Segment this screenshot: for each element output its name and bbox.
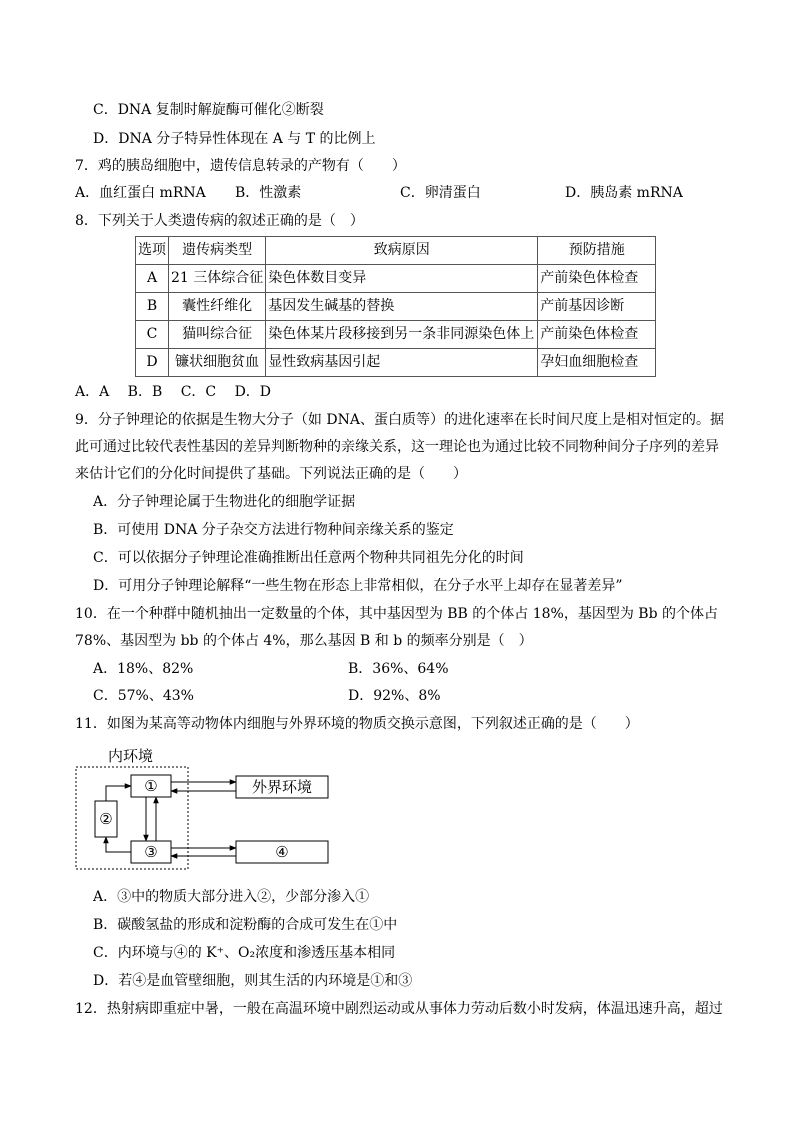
inner-environment-label: 内环境 [108,747,154,765]
arrow-2-to-1 [106,786,131,801]
q10-option-b: B．36%、64% [348,661,449,677]
table-header-cell: 致病原因 [266,237,538,265]
table-cell: 囊性纤维化 [169,293,266,321]
arrow-3-to-2 [106,837,131,852]
q11-option-c: C．内环境与④的 K⁺、O₂浓度和渗透压基本相同 [93,945,396,961]
body-fluid-exchange-diagram [75,745,335,875]
q11-option-a: A．③中的物质大部分进入②，少部分渗入① [93,889,370,905]
q7-option-a: A．血红蛋白 mRNA [75,185,206,201]
q9-stem-line3: 来估计它们的分化时间提供了基础。下列说法正确的是（ ） [75,466,467,482]
table-cell: D [136,349,169,377]
q8-stem: 8．下列关于人类遗传病的叙述正确的是（ ） [75,213,364,229]
table-cell: A [136,265,169,293]
table-row [136,293,656,321]
q8-answer-options: A．A B．B C．C D．D [75,384,272,400]
table-cell: 镰状细胞贫血 [169,349,266,377]
table-cell: C [136,321,169,349]
box-1-label: ① [144,777,158,795]
table-header-row [136,237,656,265]
table-header-cell: 遗传病类型 [169,237,266,265]
table-row [136,265,656,293]
q6-option-c: C．DNA 复制时解旋酶可催化②断裂 [93,102,324,118]
table-cell: 染色体某片段移接到另一条非同源染色体上 [266,321,538,349]
q6-option-d: D．DNA 分子特异性体现在 A 与 T 的比例上 [93,131,376,147]
table-row [136,321,656,349]
table-cell: 产前基因诊断 [538,293,656,321]
q7-option-d: D．胰岛素 mRNA [565,185,683,201]
table-cell: 21 三体综合征 [169,265,266,293]
q9-option-b: B．可使用 DNA 分子杂交方法进行物种间亲缘关系的鉴定 [93,522,454,538]
table-cell: 染色体数目变异 [266,265,538,293]
q11-option-d: D．若④是血管壁细胞，则其生活的内环境是①和③ [93,973,413,989]
q9-stem-line1: 9．分子钟理论的依据是生物大分子（如 DNA、蛋白质等）的进化速率在长时间尺度上是相对恒定的。据 [75,412,724,428]
box-4-label: ④ [275,843,289,861]
q12-stem-line1: 12．热射病即重症中暑，一般在高温环境中剧烈运动或从事体力劳动后数小时发病，体温迅速升高，超过 [75,1001,723,1017]
q9-option-a: A．分子钟理论属于生物进化的细胞学证据 [93,494,356,510]
q9-stem-line2: 此可通过比较代表性基因的差异判断物种的亲缘关系，这一理论也为通过比较不同物种间分子序列的差异 [75,439,719,455]
q7-option-b: B．性激素 [235,185,302,201]
q10-stem-line1: 10．在一个种群中随机抽出一定数量的个体，其中基因型为 BB 的个体占 18%，基因型为 Bb 的个体占 [75,606,719,622]
q11-option-b: B．碳酸氢盐的形成和淀粉酶的合成可发生在①中 [93,917,398,933]
box-3-label: ③ [144,843,158,861]
q10-option-d: D．92%、8% [348,688,441,704]
q10-option-a: A．18%、82% [93,661,194,677]
q11-stem: 11．如图为某高等动物体内细胞与外界环境的物质交换示意图，下列叙述正确的是（ ） [75,716,639,732]
q7-option-c: C．卵清蛋白 [400,185,481,201]
box-2-label: ② [99,810,113,828]
table-cell: 产前染色体检查 [538,321,656,349]
table-header-cell: 选项 [136,237,169,265]
q9-option-d: D．可用分子钟理论解释“一些生物在形态上非常相似，在分子水平上却存在显著差异” [93,578,623,594]
table-row [136,349,656,377]
table-cell: B [136,293,169,321]
table-cell: 产前染色体检查 [538,265,656,293]
table-header-cell: 预防措施 [538,237,656,265]
table-cell: 基因发生碱基的替换 [266,293,538,321]
table-cell: 孕妇血细胞检查 [538,349,656,377]
q10-option-c: C．57%、43% [93,688,194,704]
q10-stem-line2: 78%、基因型为 bb 的个体占 4%，那么基因 B 和 b 的频率分别是（ ） [75,633,533,649]
q7-stem: 7．鸡的胰岛细胞中，遗传信息转录的产物有（ ） [75,158,406,174]
table-cell: 显性致病基因引起 [266,349,538,377]
q9-option-c: C．可以依据分子钟理论准确推断出任意两个物种共同祖先分化的时间 [93,550,524,566]
q8-table [135,236,656,377]
outer-environment-label: 外界环境 [251,778,313,796]
table-cell: 猫叫综合征 [169,321,266,349]
